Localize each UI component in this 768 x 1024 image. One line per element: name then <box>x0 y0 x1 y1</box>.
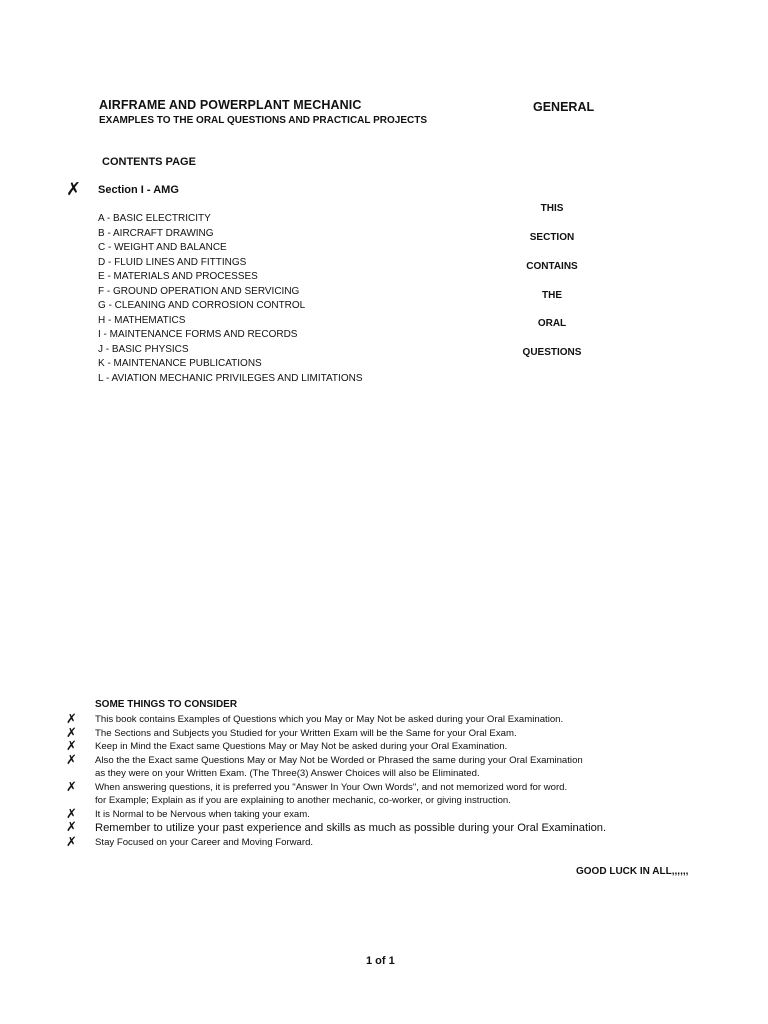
list-item-text: as they were on your Written Exam. (The Three(3) Answer Choices will also be Eliminated. <box>95 768 480 779</box>
contents-item: L - AVIATION MECHANIC PRIVILEGES AND LIMITATIONS <box>98 372 363 384</box>
side-word: ORAL <box>537 318 567 329</box>
list-item <box>66 778 646 795</box>
list-item <box>66 724 646 741</box>
list-item-text: The Sections and Subjects you Studied for your Written Exam will be the Same for your Oral Exam. <box>95 727 517 739</box>
contents-heading: CONTENTS PAGE <box>102 156 196 168</box>
page-number: 1 of 1 <box>366 955 395 967</box>
list-item <box>66 713 646 727</box>
document-subtitle: EXAMPLES TO THE ORAL QUESTIONS AND PRACTICAL PROJECTS <box>99 115 427 126</box>
contents-item: H - MATHEMATICS <box>98 314 186 326</box>
star-check-icon: ✗ <box>66 711 77 726</box>
list-item <box>66 740 646 754</box>
contents-item: D - FLUID LINES AND FITTINGS <box>98 256 247 268</box>
list-item <box>66 751 646 768</box>
star-check-icon: ✗ <box>66 751 77 767</box>
side-word: THIS <box>540 203 564 214</box>
list-item-text: When answering questions, it is preferred you "Answer In Your Own Words", and not memorized word for word. <box>95 781 568 793</box>
side-word: QUESTIONS <box>522 347 582 358</box>
list-item <box>66 833 646 850</box>
considerations-list <box>66 713 646 849</box>
list-item-text: It is Normal to be Nervous when taking your exam. <box>95 808 310 820</box>
considerations-heading: SOME THINGS TO CONSIDER <box>95 699 238 710</box>
list-item-text: This book contains Examples of Questions which you May or May Not be asked during your Oral Examination. <box>95 714 564 725</box>
category-label: GENERAL <box>533 100 595 114</box>
list-item-text: Stay Focused on your Career and Moving Forward. <box>95 836 314 848</box>
star-check-icon: ✗ <box>66 778 77 794</box>
star-check-icon: ✗ <box>66 805 77 821</box>
contents-item: I - MAINTENANCE FORMS AND RECORDS <box>98 329 298 340</box>
list-item-text: Remember to utilize your past experience and skills as much as possible during your Oral Examination. <box>95 822 607 834</box>
contents-item: A - BASIC ELECTRICITY <box>98 213 211 224</box>
contents-item: F - GROUND OPERATION AND SERVICING <box>98 285 300 297</box>
star-check-icon: ✗ <box>66 724 77 740</box>
side-word: CONTAINS <box>526 261 578 272</box>
contents-item: B - AIRCRAFT DRAWING <box>98 227 214 239</box>
contents-item: G - CLEANING AND CORROSION CONTROL <box>98 300 306 311</box>
list-item <box>66 805 646 822</box>
list-item-text: Keep in Mind the Exact same Questions May or May Not be asked during your Oral Examination. <box>95 741 508 752</box>
list-item-text: Also the the Exact same Questions May or May Not be Worded or Phrased the same during your Oral Examination <box>95 754 583 766</box>
list-item <box>66 794 646 808</box>
document-title: AIRFRAME AND POWERPLANT MECHANIC <box>99 98 362 112</box>
contents-list <box>98 212 363 386</box>
list-item <box>66 821 646 836</box>
star-check-icon: ✗ <box>66 738 77 753</box>
star-check-icon: ✗ <box>66 819 77 834</box>
side-word: SECTION <box>529 232 575 243</box>
list-item-text: for Example; Explain as if you are explaining to another mechanic, co-worker, or giving instruction. <box>95 795 511 806</box>
star-check-icon: ✗ <box>66 833 77 849</box>
contents-item: J - BASIC PHYSICS <box>98 343 189 355</box>
list-item <box>66 767 646 781</box>
contents-item: C - WEIGHT AND BALANCE <box>98 242 227 253</box>
side-word: THE <box>542 290 562 301</box>
contents-item: K - MAINTENANCE PUBLICATIONS <box>98 358 262 369</box>
closing-text: GOOD LUCK IN ALL,,,,,, <box>576 866 689 877</box>
star-check-icon: ✗ <box>66 179 82 199</box>
section-title: Section I - AMG <box>98 184 179 196</box>
contents-item: E - MATERIALS AND PROCESSES <box>98 271 258 282</box>
